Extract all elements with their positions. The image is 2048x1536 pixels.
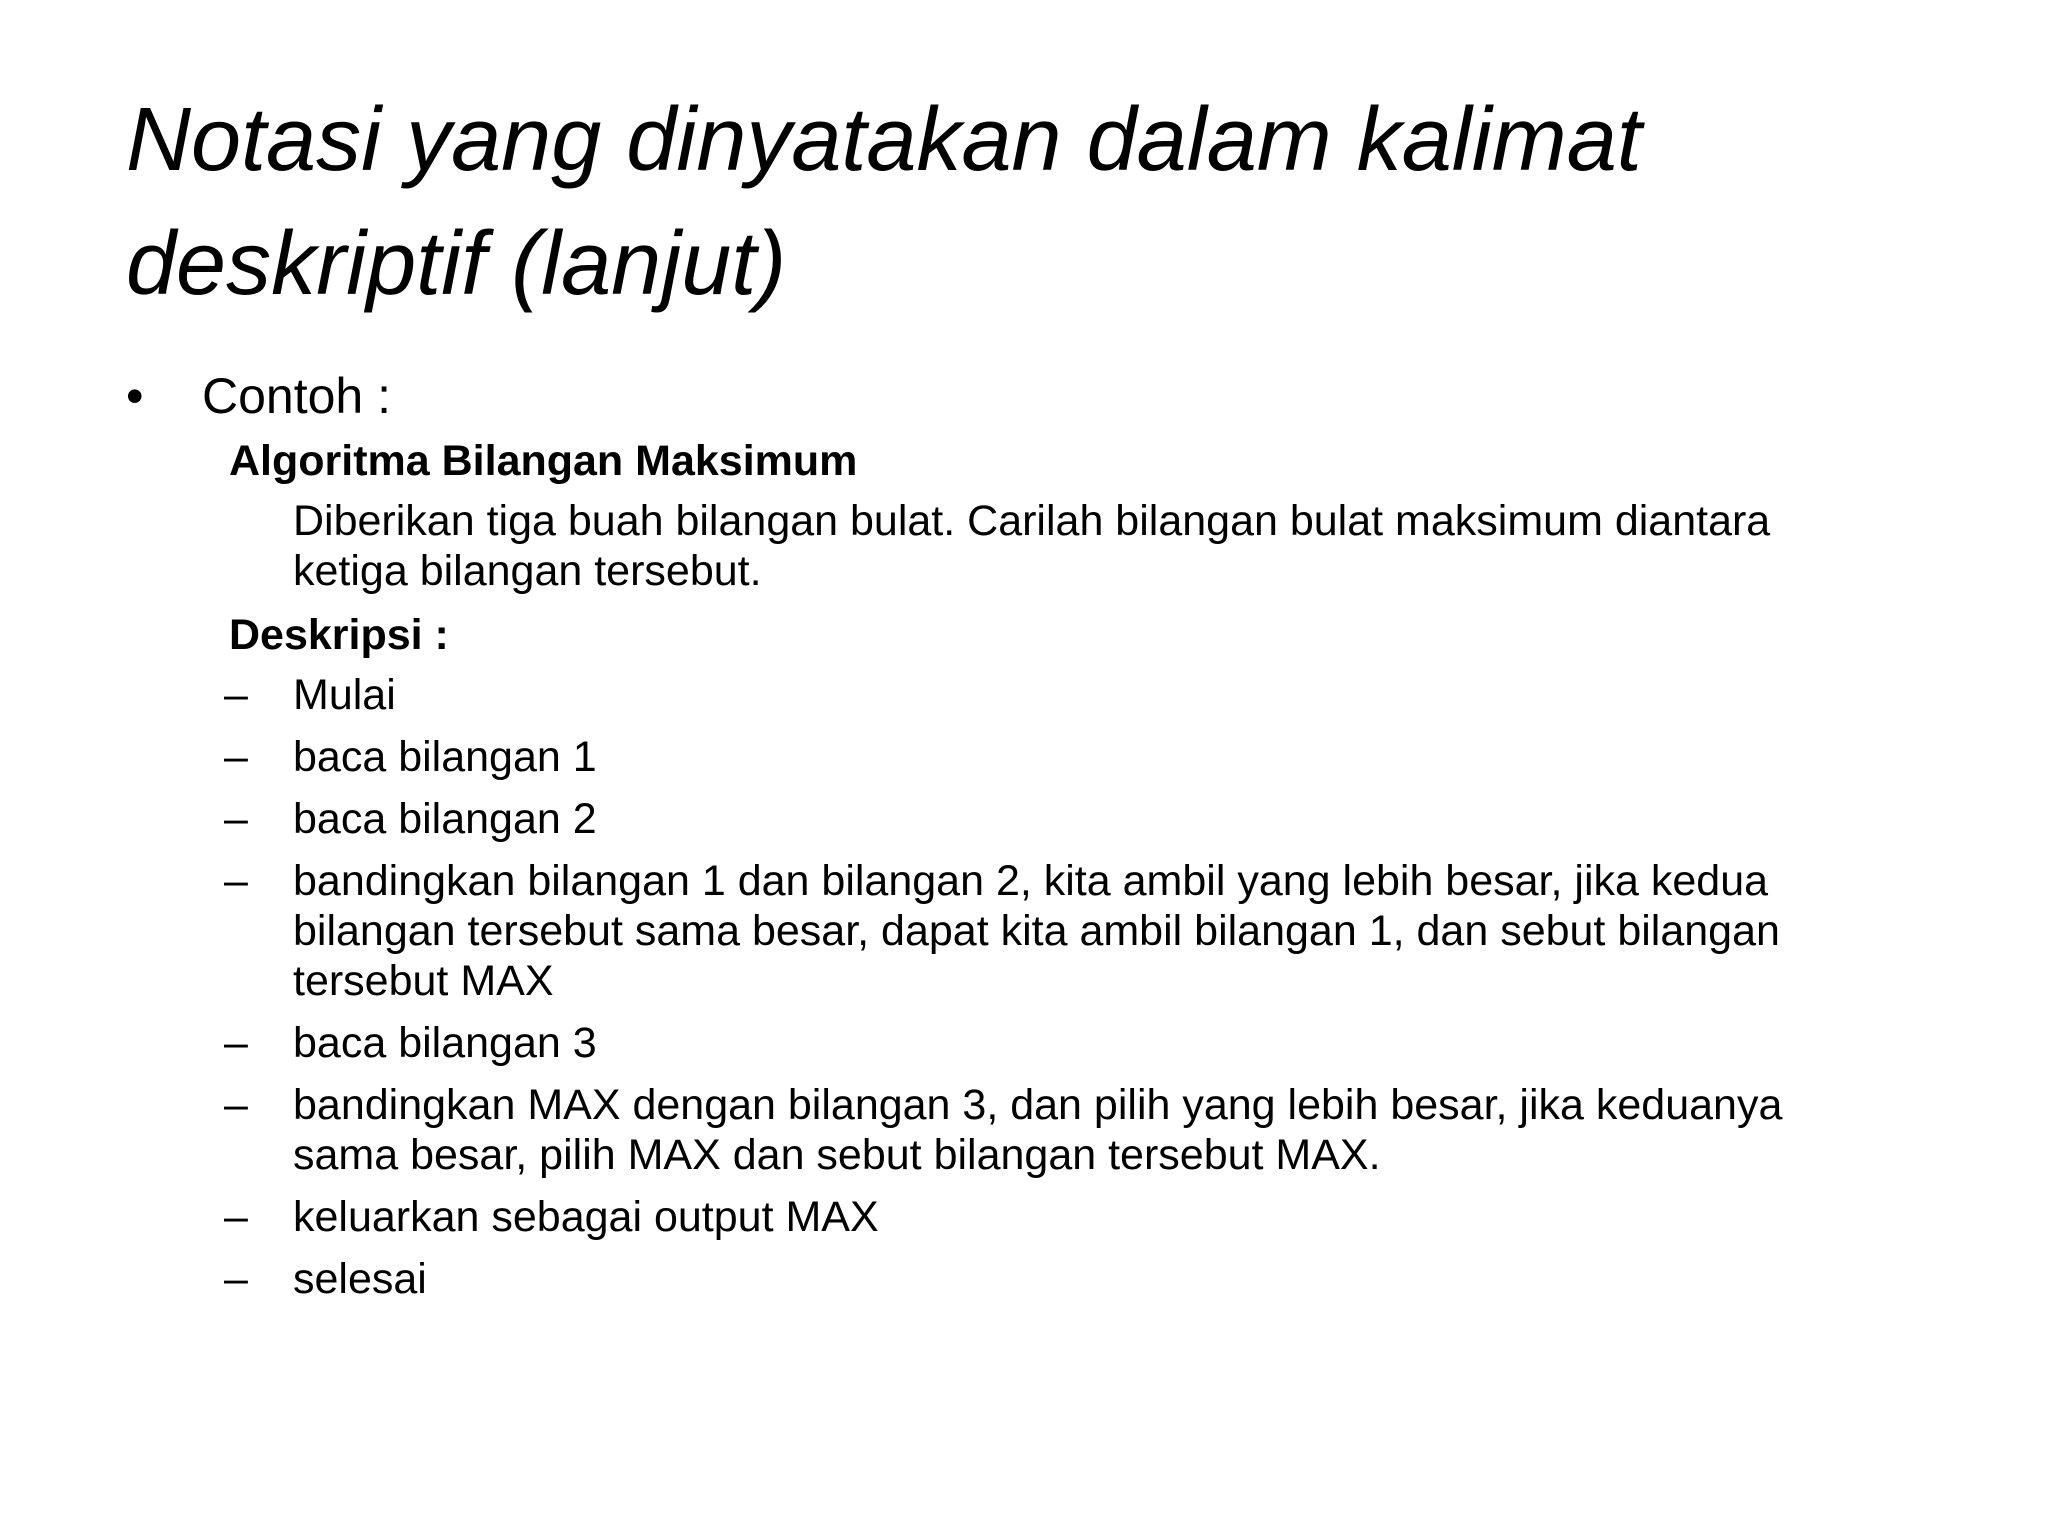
step-text [293,1254,427,1304]
title-line-2: deskriptif (lanjut) [126,214,787,314]
algorithm-description [293,496,1770,596]
dash-icon: – [224,1193,248,1241]
dash-icon: – [224,671,248,719]
step-line: bandingkan bilangan 1 dan bilangan 2, kita ambil yang lebih besar, jika kedua [293,857,1769,905]
step-text [293,732,597,782]
dash-icon: – [224,1019,248,1067]
algorithm-heading: Algoritma Bilangan Maksimum [229,437,858,485]
step-line: keluarkan sebagai output MAX [293,1193,879,1241]
description-line-2: ketiga bilangan tersebut. [293,547,762,595]
step-line: baca bilangan 3 [293,1019,597,1067]
step-line: tersebut MAX [293,957,554,1005]
step-line: sama besar, pilih MAX dan sebut bilangan tersebut MAX. [293,1131,1381,1179]
step-text [293,856,1780,1006]
step-line: bandingkan MAX dengan bilangan 3, dan pilih yang lebih besar, jika keduanya [293,1081,1783,1129]
dash-icon: – [224,795,248,843]
bullet-icon: • [126,368,144,424]
step-text [293,794,597,844]
step-text [293,670,396,720]
step-line: Mulai [293,671,396,719]
step-line: selesai [293,1255,427,1303]
dash-icon: – [224,857,248,905]
dash-icon: – [224,1081,248,1129]
dash-icon: – [224,733,248,781]
step-line: bilangan tersebut sama besar, dapat kita ambil bilangan 1, dan sebut bilangan [293,907,1780,955]
step-line: baca bilangan 2 [293,795,597,843]
description-line-1: Diberikan tiga buah bilangan bulat. Carilah bilangan bulat maksimum diantara [293,497,1771,545]
bullet-label: Contoh : [202,368,392,424]
step-line: baca bilangan 1 [293,733,597,781]
deskripsi-heading: Deskripsi : [229,611,449,659]
dash-icon: – [224,1255,248,1303]
step-text [293,1192,879,1242]
step-text [293,1080,1782,1180]
step-text [293,1018,597,1068]
title-line-1: Notasi yang dinyatakan dalam kalimat [126,90,1642,190]
